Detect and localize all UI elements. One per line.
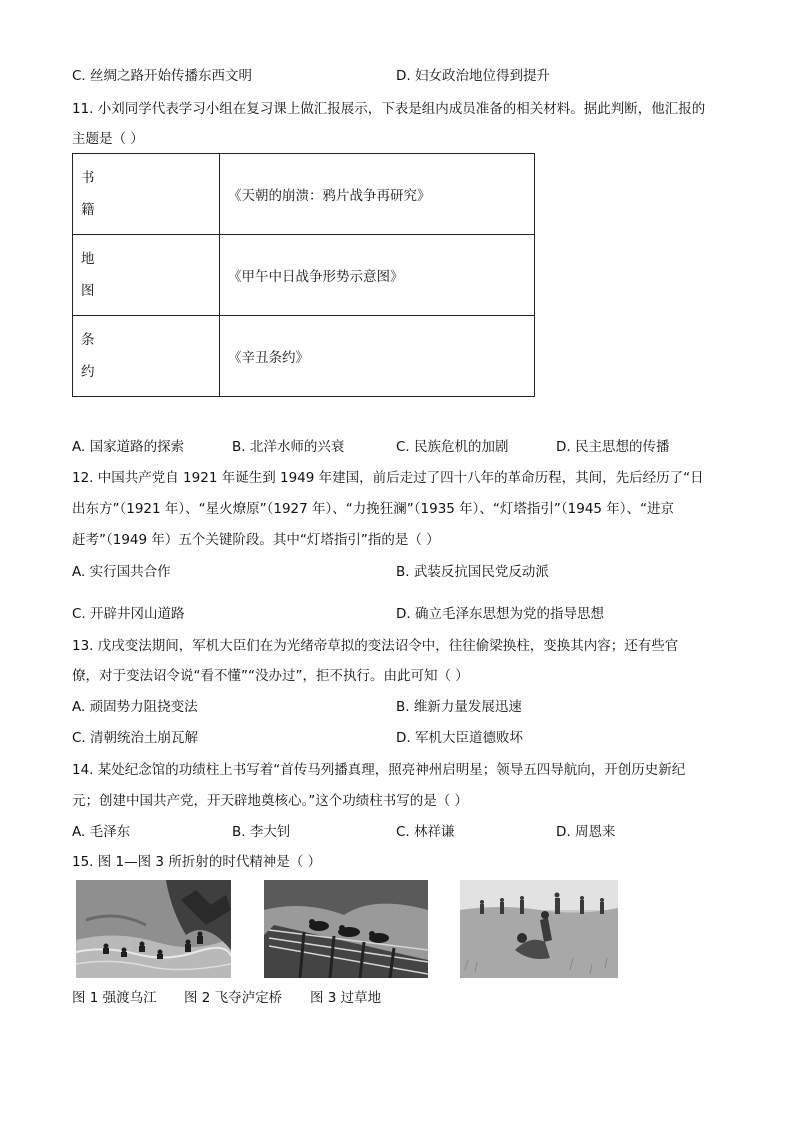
q12-option-a: A. 实行国共合作 xyxy=(72,564,171,580)
q11-materials-table xyxy=(72,153,535,397)
q13-option-b: B. 维新力量发展迅速 xyxy=(396,699,522,715)
figure-1-caption: 图 1 强渡乌江 xyxy=(72,990,157,1006)
q12-stem-line2: 出东方”（1921 年）、“星火燎原”（1927 年）、“力挽狂澜”（1935 年）、“灯塔指引”（1945 年）、“进京 xyxy=(72,501,675,517)
table-key-top: 地 xyxy=(81,251,95,267)
table-key-bottom: 约 xyxy=(81,364,95,380)
q14-stem-line2: 元；创建中国共产党，开天辟地奠核心。”这个功绩柱书写的是（ ） xyxy=(72,793,469,809)
table-value-cell: 《辛丑条约》 xyxy=(220,316,535,397)
q14-option-d: D. 周恩来 xyxy=(556,824,616,840)
q11-option-a: A. 国家道路的探索 xyxy=(72,439,185,455)
figure-2-caption: 图 2 飞夺泸定桥 xyxy=(184,990,283,1006)
table-key-top: 条 xyxy=(81,332,95,348)
table-key-cell xyxy=(73,154,220,235)
q13-stem-line2: 僚，对于变法诏令说“看不懂”“没办过”，拒不执行。由此可知（ ） xyxy=(72,668,469,684)
q12-option-c: C. 开辟井冈山道路 xyxy=(72,606,185,622)
q12-stem-line3: 赶考”（1949 年）五个关键阶段。其中“灯塔指引”指的是（ ） xyxy=(72,532,440,548)
table-key-bottom: 籍 xyxy=(81,202,95,218)
table-key-cell xyxy=(73,316,220,397)
q10-option-d: D. 妇女政治地位得到提升 xyxy=(396,68,550,84)
table-row xyxy=(73,235,535,316)
q14-option-a: A. 毛泽东 xyxy=(72,824,131,840)
q12-option-d: D. 确立毛泽东思想为党的指导思想 xyxy=(396,606,604,622)
table-value-cell: 《甲午中日战争形势示意图》 xyxy=(220,235,535,316)
q12-stem-line1: 12. 中国共产党自 1921 年诞生到 1949 年建国，前后走过了四十八年的革命历程，其间，先后经历了“日 xyxy=(72,470,704,486)
table-row xyxy=(73,316,535,397)
table-value-cell: 《天朝的崩溃：鸦片战争再研究》 xyxy=(220,154,535,235)
table-key-cell xyxy=(73,235,220,316)
table-key-bottom: 图 xyxy=(81,283,95,299)
q11-option-d: D. 民主思想的传播 xyxy=(556,439,670,455)
q14-stem-line1: 14. 某处纪念馆的功绩柱上书写着“首传马列播真理，照亮神州启明星；领导五四导航向，开创历史新纪 xyxy=(72,762,686,778)
q15-stem: 15. 图 1—图 3 所折射的时代精神是（ ） xyxy=(72,854,322,870)
q11-option-b: B. 北洋水师的兴衰 xyxy=(232,439,345,455)
figure-3-image xyxy=(460,880,618,978)
q14-option-c: C. 林祥谦 xyxy=(396,824,455,840)
q13-stem-line1: 13. 戊戌变法期间，军机大臣们在为光绪帝草拟的变法诏令中，往往偷梁换柱，变换其内容；还有些官 xyxy=(72,638,679,654)
q11-stem-line2: 主题是（ ） xyxy=(72,131,144,147)
q12-option-b: B. 武装反抗国民党反动派 xyxy=(396,564,549,580)
figure-2-image xyxy=(264,880,428,978)
table-key-top: 书 xyxy=(81,170,95,186)
table-row xyxy=(73,154,535,235)
q13-option-c: C. 清朝统治土崩瓦解 xyxy=(72,730,199,746)
q11-stem-line1: 11. 小刘同学代表学习小组在复习课上做汇报展示，下表是组内成员准备的相关材料。据此判断，他汇报的 xyxy=(72,101,706,117)
q13-option-d: D. 军机大臣道德败坏 xyxy=(396,730,523,746)
q13-option-a: A. 顽固势力阻挠变法 xyxy=(72,699,198,715)
q10-option-c: C. 丝绸之路开始传播东西文明 xyxy=(72,68,253,84)
figure-1-image xyxy=(76,880,231,978)
q11-option-c: C. 民族危机的加剧 xyxy=(396,439,509,455)
figure-3-caption: 图 3 过草地 xyxy=(310,990,382,1006)
q14-option-b: B. 李大钊 xyxy=(232,824,291,840)
